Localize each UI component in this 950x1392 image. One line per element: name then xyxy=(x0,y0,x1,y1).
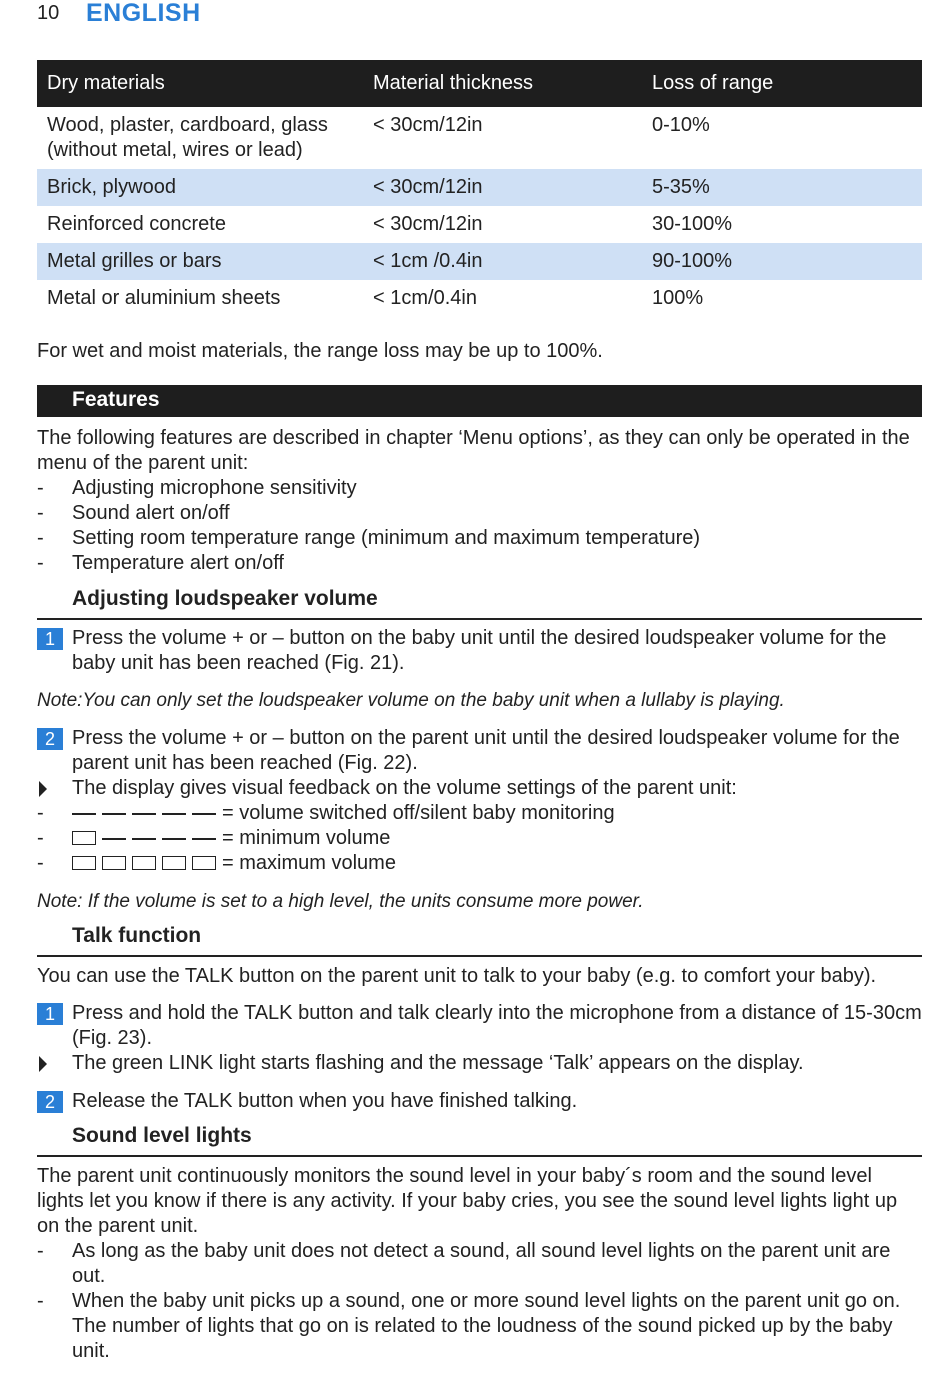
list-item: - Sound alert on/off xyxy=(37,502,230,524)
triangle-right-icon xyxy=(39,781,47,797)
features-section-bar xyxy=(37,385,922,417)
table-cell: < 30cm/12in xyxy=(363,169,642,206)
volume-segment-off-icon xyxy=(132,813,156,815)
volume-level-item: - = maximum volume xyxy=(37,852,396,874)
volume-segment-off-icon xyxy=(102,813,126,815)
subsection-heading-loudspeaker: Adjusting loudspeaker volume xyxy=(37,585,922,620)
note: Note:You can only set the loudspeaker volume on the baby unit when a lullaby is playing. xyxy=(37,690,785,711)
step-number-badge: 1 xyxy=(37,1003,63,1025)
subsection-heading-talk: Talk function xyxy=(37,922,922,957)
table-cell: 90-100% xyxy=(642,243,922,280)
subsection-heading-sound-lights: Sound level lights xyxy=(37,1122,922,1157)
table-cell: < 1cm /0.4in xyxy=(363,243,642,280)
step-item: 1 Press the volume + or – button on the baby unit until the desired loudspeaker volume for the baby unit has been reached (Fig. 21). xyxy=(37,626,922,676)
page-number: 10 xyxy=(37,2,60,24)
table-row xyxy=(37,169,922,206)
wet-materials-note: For wet and moist materials, the range loss may be up to 100%. xyxy=(37,340,603,362)
step-number-badge: 2 xyxy=(37,728,63,750)
features-intro: The following features are described in chapter ‘Menu options’, as they can only be operated in the menu of the parent unit: xyxy=(37,427,910,474)
table-cell: Reinforced concrete xyxy=(47,213,226,235)
volume-segment-off-icon xyxy=(162,813,186,815)
volume-segment-on-icon xyxy=(192,856,216,870)
list-item: - Setting room temperature range (minimum and maximum temperature) xyxy=(37,527,701,549)
volume-segment-on-icon xyxy=(72,831,96,845)
table-cell: < 30cm/12in xyxy=(373,114,483,136)
volume-segment-off-icon xyxy=(192,838,216,840)
volume-segment-on-icon xyxy=(162,856,186,870)
table-cell: < 30cm/12in xyxy=(373,213,483,235)
table-cell: Metal grilles or bars xyxy=(37,243,363,280)
result-item: The display gives visual feedback on the volume settings of the parent unit: xyxy=(37,776,922,801)
volume-segment-off-icon xyxy=(102,838,126,840)
table-row xyxy=(37,280,922,317)
table-row xyxy=(37,243,922,280)
sound-lights-intro: The parent unit continuously monitors the sound level in your baby´s room and the sound level lights let you know if there is any activity. If your baby cries, you see the sound level lights light up on the parent unit. xyxy=(37,1165,898,1237)
step-item: 1 Press and hold the TALK button and talk clearly into the microphone from a distance of 15-30cm (Fig. 23). xyxy=(37,1001,922,1051)
table-cell: < 1cm/0.4in xyxy=(373,287,477,309)
table-cell: Wood, plaster, cardboard, glass (without metal, wires or lead) xyxy=(47,114,328,161)
step-number-badge: 2 xyxy=(37,1091,63,1113)
list-item: - Adjusting microphone sensitivity xyxy=(37,477,357,499)
volume-segment-off-icon xyxy=(72,813,96,815)
materials-table xyxy=(37,60,922,317)
table-cell: Metal or aluminium sheets xyxy=(47,287,281,309)
volume-segment-off-icon xyxy=(132,838,156,840)
column-header: Material thickness xyxy=(363,60,642,107)
step-number-badge: 1 xyxy=(37,628,63,650)
volume-segment-on-icon xyxy=(72,856,96,870)
talk-intro: You can use the TALK button on the parent unit to talk to your baby (e.g. to comfort your baby). xyxy=(37,965,877,987)
volume-segment-on-icon xyxy=(102,856,126,870)
table-cell: 100% xyxy=(652,287,704,309)
column-header: Dry materials xyxy=(37,60,363,107)
table-cell: 30-100% xyxy=(652,213,733,235)
section-title: Features xyxy=(72,388,160,411)
table-cell: Brick, plywood xyxy=(37,169,363,206)
list-item: - Temperature alert on/off xyxy=(37,552,284,574)
triangle-right-icon xyxy=(39,1056,47,1072)
table-cell: 0-10% xyxy=(652,114,710,136)
table-row xyxy=(37,107,922,169)
volume-segment-on-icon xyxy=(132,856,156,870)
table-cell: 5-35% xyxy=(642,169,922,206)
result-item: The green LINK light starts flashing and the message ‘Talk’ appears on the display. xyxy=(37,1051,922,1076)
volume-segment-off-icon xyxy=(162,838,186,840)
volume-segment-off-icon xyxy=(192,813,216,815)
list-item: - When the baby unit picks up a sound, one or more sound level lights on the parent unit go on. The number of lights that go on is related to the loudness of the sound picked up by the baby unit. xyxy=(37,1290,901,1362)
table-row xyxy=(37,206,922,243)
step-item: 2 Release the TALK button when you have finished talking. xyxy=(37,1089,922,1114)
language-heading: ENGLISH xyxy=(86,0,201,27)
step-item: 2 Press the volume + or – button on the parent unit until the desired loudspeaker volume for the parent unit has been reached (Fig. 22). xyxy=(37,726,922,776)
note: Note: If the volume is set to a high level, the units consume more power. xyxy=(37,891,644,912)
list-item: - As long as the baby unit does not detect a sound, all sound level lights on the parent unit are out. xyxy=(37,1240,891,1287)
volume-level-item: - = minimum volume xyxy=(37,827,391,849)
column-header: Loss of range xyxy=(642,60,922,107)
table-header-row xyxy=(37,60,922,107)
volume-level-item: - = volume switched off/silent baby monitoring xyxy=(37,802,615,824)
